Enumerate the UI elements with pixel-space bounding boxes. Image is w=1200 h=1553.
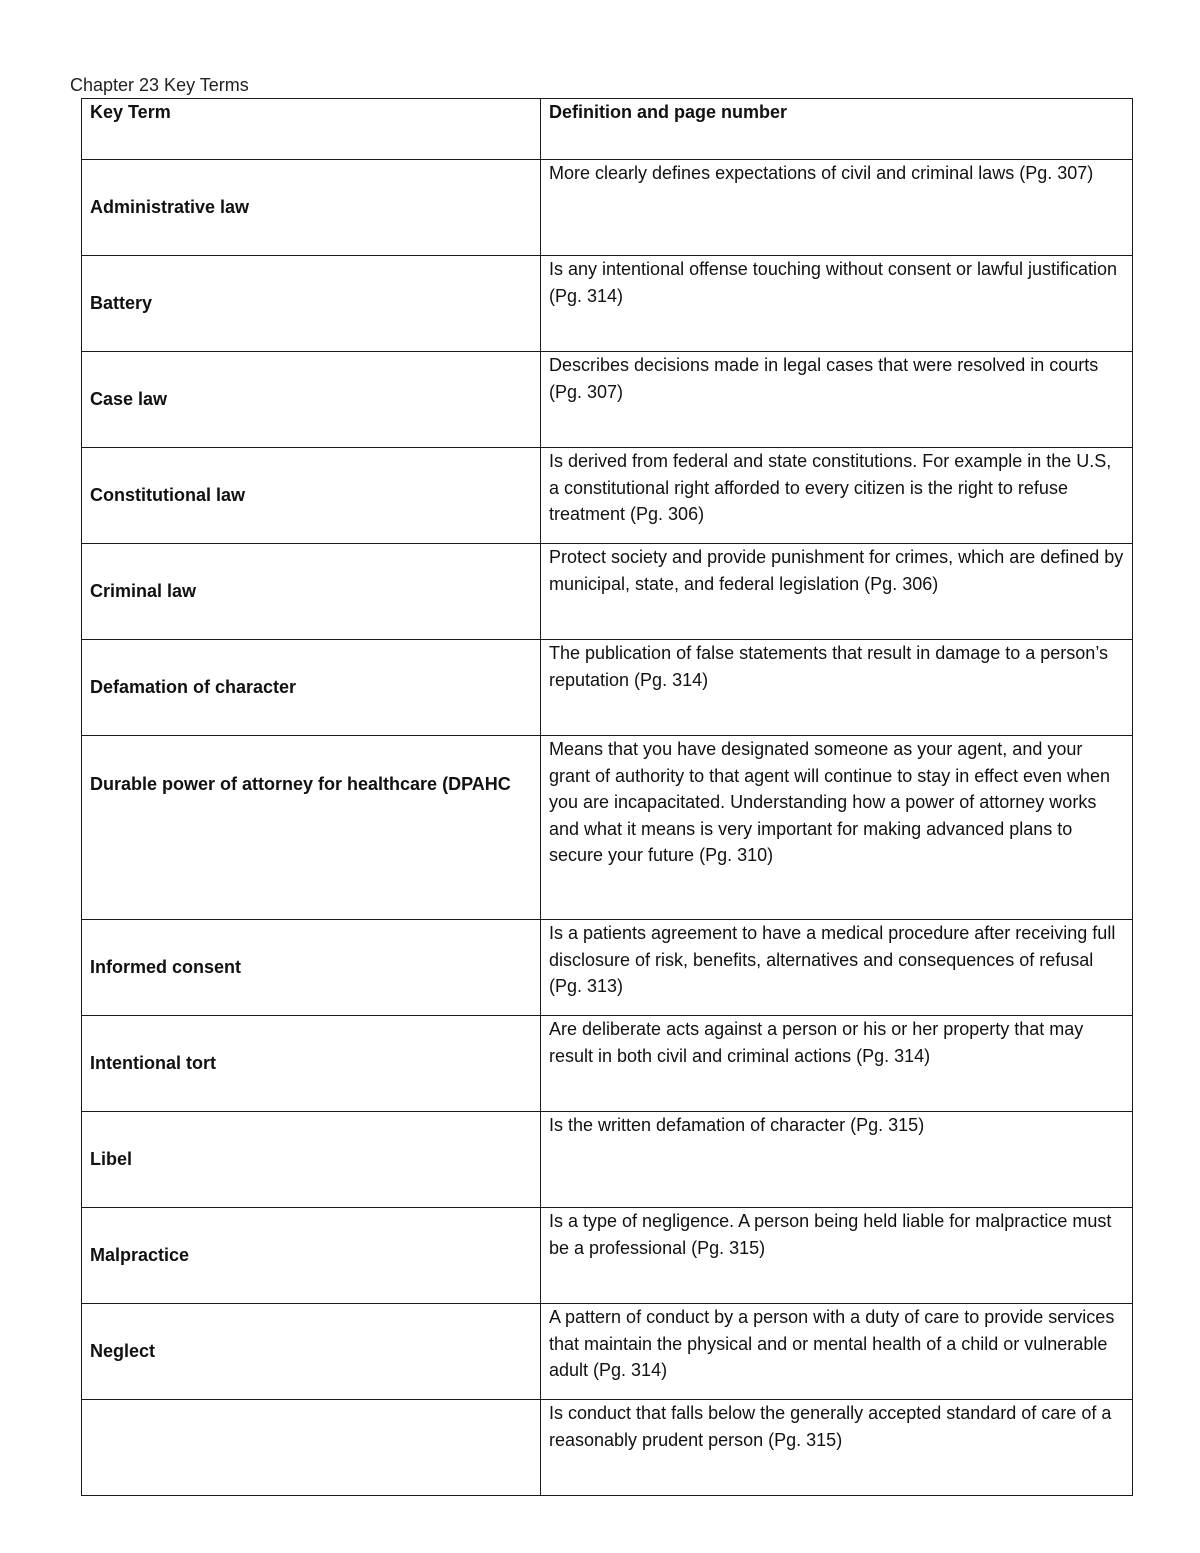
- key-term-cell: Durable power of attorney for healthcare (DPAHC: [82, 736, 541, 920]
- table-row: [82, 1016, 1133, 1112]
- table-row: [82, 920, 1133, 1016]
- definition-cell: Are deliberate acts against a person or his or her property that may result in both civil and criminal actions (Pg. 314): [541, 1016, 1133, 1112]
- table-row: [82, 448, 1133, 544]
- definition-cell: Describes decisions made in legal cases that were resolved in courts (Pg. 307): [541, 352, 1133, 448]
- table-header-row: [82, 99, 1133, 160]
- header-definition: Definition and page number: [541, 99, 1133, 160]
- key-term-cell: Case law: [82, 352, 541, 448]
- key-term-cell: Defamation of character: [82, 640, 541, 736]
- header-key-term: Key Term: [82, 99, 541, 160]
- key-term-cell: Administrative law: [82, 160, 541, 256]
- key-term-cell: Constitutional law: [82, 448, 541, 544]
- document-title: Chapter 23 Key Terms: [70, 75, 249, 95]
- definition-cell: Is the written defamation of character (Pg. 315): [541, 1112, 1133, 1208]
- table-row: [82, 1304, 1133, 1400]
- definition-cell: Protect society and provide punishment for crimes, which are defined by municipal, state, and federal legislation (Pg. 306): [541, 544, 1133, 640]
- table-row: [82, 352, 1133, 448]
- key-term-cell: Informed consent: [82, 920, 541, 1016]
- table-row: [82, 736, 1133, 920]
- definition-cell: Is conduct that falls below the generally accepted standard of care of a reasonably prudent person (Pg. 315): [541, 1400, 1133, 1496]
- definition-cell: The publication of false statements that result in damage to a person’s reputation (Pg. 314): [541, 640, 1133, 736]
- table-row: [82, 1112, 1133, 1208]
- definition-cell: Is derived from federal and state constitutions. For example in the U.S, a constitutional right afforded to every citizen is the right to refuse treatment (Pg. 306): [541, 448, 1133, 544]
- definition-cell: Means that you have designated someone as your agent, and your grant of authority to that agent will continue to stay in effect even when you are incapacitated. Understanding how a power of attorney works and what it means is very important for making advanced plans to secure your future (Pg. 310): [541, 736, 1133, 920]
- definition-cell: Is a type of negligence. A person being held liable for malpractice must be a professional (Pg. 315): [541, 1208, 1133, 1304]
- key-term-cell: Malpractice: [82, 1208, 541, 1304]
- definition-cell: A pattern of conduct by a person with a duty of care to provide services that maintain the physical and or mental health of a child or vulnerable adult (Pg. 314): [541, 1304, 1133, 1400]
- key-terms-table: [81, 98, 1133, 1496]
- table-row: [82, 1208, 1133, 1304]
- table-row: [82, 160, 1133, 256]
- definition-cell: Is any intentional offense touching without consent or lawful justification (Pg. 314): [541, 256, 1133, 352]
- key-term-cell: [82, 1400, 541, 1496]
- key-term-cell: Libel: [82, 1112, 541, 1208]
- definition-cell: Is a patients agreement to have a medical procedure after receiving full disclosure of risk, benefits, alternatives and consequences of refusal (Pg. 313): [541, 920, 1133, 1016]
- table-row: [82, 1400, 1133, 1496]
- key-term-cell: Criminal law: [82, 544, 541, 640]
- key-term-cell: Intentional tort: [82, 1016, 541, 1112]
- table-row: [82, 544, 1133, 640]
- key-term-cell: Neglect: [82, 1304, 541, 1400]
- table-row: [82, 256, 1133, 352]
- definition-cell: More clearly defines expectations of civil and criminal laws (Pg. 307): [541, 160, 1133, 256]
- table-row: [82, 640, 1133, 736]
- key-term-cell: Battery: [82, 256, 541, 352]
